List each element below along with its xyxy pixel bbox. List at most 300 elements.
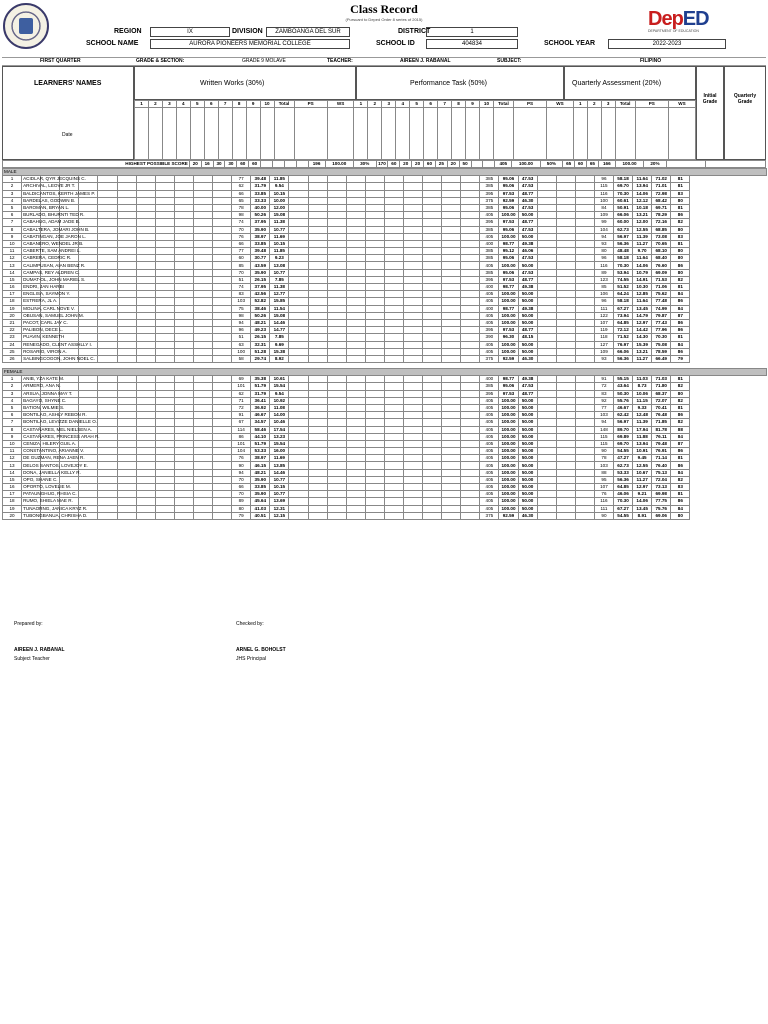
row-number: 17	[3, 291, 22, 298]
pt-score	[289, 190, 308, 197]
ww-score	[174, 412, 193, 419]
pt-score	[384, 348, 403, 355]
ww-total: 75	[232, 305, 251, 312]
learner-name: ACIDLAR, QYR JECQUINS C.	[23, 176, 86, 182]
ww-score	[155, 448, 174, 455]
ww-score	[98, 455, 117, 462]
qa-total: 94	[594, 419, 613, 426]
pt-total: 400	[480, 284, 499, 291]
qa-ps: 72.12	[614, 327, 633, 334]
qa-total: 123	[594, 276, 613, 283]
qa-score	[556, 276, 575, 283]
pt-total: 405	[480, 455, 499, 462]
qa-score	[575, 327, 594, 334]
ww-score	[117, 404, 136, 411]
qa-score	[537, 183, 556, 190]
ww-ps: 26.15	[251, 334, 270, 341]
ww-score	[98, 433, 117, 440]
ww-score	[117, 183, 136, 190]
quarterly-grade: 87	[671, 312, 690, 319]
pt-score	[346, 176, 365, 183]
pt-ps: 95.06	[499, 383, 518, 390]
qa-score	[537, 440, 556, 447]
quarterly-grade: 82	[671, 383, 690, 390]
ww-score	[193, 412, 212, 419]
learner-name: CABERTE, SAM ANDREI L.	[23, 248, 81, 254]
qa-score	[556, 226, 575, 233]
ww-score	[117, 327, 136, 334]
pt-ps: 100.00	[499, 476, 518, 483]
qa-score	[556, 291, 575, 298]
pt-score	[308, 348, 327, 355]
qa-total: 96	[594, 176, 613, 183]
table-row	[3, 476, 767, 483]
qa-score	[575, 440, 594, 447]
qa-ps: 58.18	[614, 176, 633, 183]
learner-name: CABANERO, WENDEL JR B.	[23, 240, 84, 246]
qa-score	[556, 255, 575, 262]
pt-score	[384, 341, 403, 348]
qa-total: 111	[594, 305, 613, 312]
qa-score	[537, 190, 556, 197]
qa-total: 103	[594, 462, 613, 469]
pt-score	[308, 298, 327, 305]
ww-total: 51	[232, 276, 251, 283]
ww-score	[117, 455, 136, 462]
quarterly-grade: 82	[671, 219, 690, 226]
date-cell	[218, 108, 232, 160]
pt-ws: 50.00	[518, 440, 537, 447]
qa-total: 84	[594, 204, 613, 211]
pt-total: 405	[480, 212, 499, 219]
ww-ps: 30.77	[251, 255, 270, 262]
pt-total: 385	[480, 255, 499, 262]
ww-score	[98, 269, 117, 276]
qa-score	[537, 455, 556, 462]
ww-ws: 14.00	[270, 412, 289, 419]
ww-score	[98, 291, 117, 298]
pt-score	[461, 197, 480, 204]
pt-score	[289, 448, 308, 455]
pt-score	[327, 505, 346, 512]
ww-score	[98, 197, 117, 204]
pt-score	[327, 462, 346, 469]
ww-score	[193, 476, 212, 483]
pt-score	[327, 276, 346, 283]
pt-score	[289, 248, 308, 255]
quarterly-grade: 82	[671, 276, 690, 283]
initial-grade: 74.99	[652, 305, 671, 312]
pt-score	[442, 255, 461, 262]
ww-score	[213, 319, 232, 326]
ww-score	[193, 440, 212, 447]
qa-score	[556, 269, 575, 276]
qa-score	[537, 462, 556, 469]
date-cell	[162, 108, 176, 160]
pt-score	[346, 284, 365, 291]
pt-score	[346, 312, 365, 319]
pt-score	[423, 419, 442, 426]
hps-pt-total: 405	[495, 161, 512, 168]
ww-score	[174, 212, 193, 219]
pt-score	[289, 219, 308, 226]
qa-ps: 46.06	[614, 491, 633, 498]
qa-score	[537, 204, 556, 211]
teacher-value: AIREEN J. RABANAL	[400, 58, 451, 64]
table-row	[3, 212, 767, 219]
pt-score	[346, 476, 365, 483]
pt-ws: 48.77	[518, 190, 537, 197]
pt-score	[346, 269, 365, 276]
ww-score	[155, 341, 174, 348]
ww-score	[174, 262, 193, 269]
hps-pt-score: 50	[459, 161, 471, 168]
pt-score	[384, 448, 403, 455]
qa-score	[537, 269, 556, 276]
date-cell	[573, 108, 587, 160]
learner-name: ROSARIO, VIRON A.	[23, 348, 67, 354]
pt-score	[308, 419, 327, 426]
pt-ps: 92.59	[499, 355, 518, 362]
pt-score	[365, 448, 384, 455]
pt-score	[327, 262, 346, 269]
qa-total: 107	[594, 319, 613, 326]
hps-pt-score: 60	[388, 161, 400, 168]
pt-score	[403, 269, 422, 276]
pt-total: 405	[480, 341, 499, 348]
ww-score	[213, 298, 232, 305]
initial-grade: 76.11	[652, 433, 671, 440]
ww-score	[117, 397, 136, 404]
region-value: IX	[150, 27, 230, 37]
pt-score	[423, 334, 442, 341]
ww-total: 101	[232, 383, 251, 390]
pt-score	[423, 226, 442, 233]
ww-score	[213, 219, 232, 226]
pt-score	[365, 312, 384, 319]
pt-score	[308, 212, 327, 219]
ww-score	[117, 355, 136, 362]
qa-ps: 64.85	[614, 484, 633, 491]
learner-name: CABATINGAN, JOE JARON L.	[23, 233, 87, 239]
ww-score	[98, 327, 117, 334]
pt-score	[327, 190, 346, 197]
table-row	[3, 176, 767, 183]
ww-ws: 10.00	[270, 197, 289, 204]
pt-score	[403, 183, 422, 190]
pt-score	[442, 462, 461, 469]
ww-score	[136, 476, 155, 483]
pt-score	[308, 397, 327, 404]
qa-ws: 9.70	[633, 248, 652, 255]
qa-ps: 43.64	[614, 383, 633, 390]
qa-score	[556, 505, 575, 512]
ww-score	[98, 276, 117, 283]
ww-score	[213, 183, 232, 190]
quarterly-grade: 81	[671, 284, 690, 291]
pt-score	[423, 498, 442, 505]
pt-score	[289, 355, 308, 362]
ww-score	[117, 204, 136, 211]
ww-ws: 12.00	[270, 204, 289, 211]
pt-score	[461, 255, 480, 262]
ww-score	[98, 404, 117, 411]
ww-ps: 32.31	[251, 341, 270, 348]
qa-score	[556, 512, 575, 519]
quarterly-grade: 81	[671, 176, 690, 183]
pt-score	[423, 305, 442, 312]
ww-score	[117, 319, 136, 326]
pt-score	[384, 226, 403, 233]
pt-score	[384, 298, 403, 305]
pt-score	[308, 305, 327, 312]
pt-score	[289, 305, 308, 312]
pt-score	[442, 383, 461, 390]
ww-score	[155, 484, 174, 491]
ww-ws: 8.92	[270, 355, 289, 362]
pt-score	[461, 348, 480, 355]
pt-ws: 47.53	[518, 176, 537, 183]
qa-score	[537, 305, 556, 312]
pt-total: 395	[480, 190, 499, 197]
qa-score	[537, 276, 556, 283]
qa-ws: 12.48	[633, 412, 652, 419]
row-number: 4	[3, 197, 22, 204]
ww-score	[98, 469, 117, 476]
qa-score	[556, 305, 575, 312]
division-value: ZAMBOANGA DEL SUR	[266, 27, 350, 37]
pt-total: 375	[480, 512, 499, 519]
ww-total: 94	[232, 469, 251, 476]
qa-score	[575, 404, 594, 411]
hps-ww-score: 30	[213, 161, 225, 168]
ww-total: 98	[232, 312, 251, 319]
qa-score	[575, 276, 594, 283]
pt-score	[308, 440, 327, 447]
pt-score	[461, 440, 480, 447]
row-number: 6	[3, 412, 22, 419]
pt-ws: 48.77	[518, 390, 537, 397]
ww-score	[136, 197, 155, 204]
pt-score	[308, 197, 327, 204]
ww-score	[117, 291, 136, 298]
pt-ps: 100.00	[499, 404, 518, 411]
ww-score	[98, 262, 117, 269]
qa-score	[575, 262, 594, 269]
pt-score	[461, 233, 480, 240]
ww-score	[213, 284, 232, 291]
qa-ws: 9.33	[633, 404, 652, 411]
ww-total: 66	[232, 190, 251, 197]
ww-score	[136, 498, 155, 505]
qa-score	[556, 262, 575, 269]
qa-score	[537, 334, 556, 341]
ww-score	[213, 269, 232, 276]
ww-ps: 50.26	[251, 312, 270, 319]
pt-score	[461, 226, 480, 233]
pt-col-number: 7	[438, 101, 452, 108]
qa-score	[556, 484, 575, 491]
initial-grade: 68.85	[652, 226, 671, 233]
row-number: 3	[3, 190, 22, 197]
ww-ps: 46.15	[251, 462, 270, 469]
ww-score	[174, 327, 193, 334]
ww-score	[155, 276, 174, 283]
pt-score	[384, 355, 403, 362]
ww-ps: 51.79	[251, 383, 270, 390]
ww-score	[98, 312, 117, 319]
pt-score	[423, 383, 442, 390]
ww-total: 83	[232, 291, 251, 298]
pt-ps: 100.00	[499, 262, 518, 269]
hps-ww-score	[272, 161, 284, 168]
ww-score	[136, 176, 155, 183]
ww-score	[213, 348, 232, 355]
pt-score	[403, 276, 422, 283]
ww-score	[174, 197, 193, 204]
ww-ws: 15.54	[270, 383, 289, 390]
qa-score	[556, 327, 575, 334]
qa-score	[537, 390, 556, 397]
pt-score	[327, 269, 346, 276]
pt-ps: 100.00	[499, 433, 518, 440]
table-row	[3, 233, 767, 240]
initial-grade: 75.13	[652, 469, 671, 476]
pt-score	[461, 219, 480, 226]
ww-score	[193, 298, 212, 305]
ww-score	[193, 383, 212, 390]
pt-score	[423, 262, 442, 269]
ww-score	[174, 383, 193, 390]
ww-score	[98, 419, 117, 426]
ww-score	[174, 484, 193, 491]
qa-score	[556, 412, 575, 419]
quarterly-grade: 81	[671, 376, 690, 383]
pt-score	[327, 433, 346, 440]
qa-ws: 17.94	[633, 426, 652, 433]
pt-ws: 50.00	[518, 212, 537, 219]
pt-score	[346, 276, 365, 283]
qa-ws: 14.30	[633, 334, 652, 341]
pt-score	[346, 462, 365, 469]
table-row	[3, 433, 767, 440]
ww-total: 70	[232, 491, 251, 498]
pt-score	[423, 269, 442, 276]
pt-ws: 50.00	[518, 426, 537, 433]
quarterly-grade: 84	[671, 505, 690, 512]
ww-score	[213, 404, 232, 411]
ww-total: 51	[232, 334, 251, 341]
ww-score	[155, 419, 174, 426]
ww-ps: 34.57	[251, 419, 270, 426]
pt-score	[442, 298, 461, 305]
ww-score	[117, 505, 136, 512]
qa-score	[537, 212, 556, 219]
ww-ws: 12.15	[270, 512, 289, 519]
qa-ws: 14.06	[633, 498, 652, 505]
qa-score	[575, 355, 594, 362]
ww-score	[136, 455, 155, 462]
ww-score	[155, 462, 174, 469]
row-number: 11	[3, 248, 22, 255]
ww-score	[193, 276, 212, 283]
qa-total: 76	[594, 491, 613, 498]
ww-score	[79, 197, 98, 204]
pt-score	[346, 319, 365, 326]
table-row	[3, 448, 767, 455]
pt-score	[423, 233, 442, 240]
row-number: 8	[3, 426, 22, 433]
ww-ps: 49.23	[251, 327, 270, 334]
quarterly-grade: 81	[671, 240, 690, 247]
pt-ps: 97.53	[499, 276, 518, 283]
qa-score	[575, 305, 594, 312]
initial-grade: 77.96	[652, 327, 671, 334]
ww-score	[213, 190, 232, 197]
pt-score	[365, 291, 384, 298]
pt-ps: 100.00	[499, 397, 518, 404]
pt-ws: 50.00	[518, 233, 537, 240]
quarterly-grade: 80	[671, 197, 690, 204]
qa-total: 109	[594, 348, 613, 355]
qa-score	[556, 419, 575, 426]
pt-score	[346, 334, 365, 341]
ww-ws: 15.85	[270, 298, 289, 305]
initial-grade: 76.60	[652, 262, 671, 269]
learner-name: PATAUNGHUG, RHSIA C.	[23, 491, 77, 497]
ww-ws: 11.54	[270, 305, 289, 312]
pt-score	[423, 204, 442, 211]
pt-score	[423, 284, 442, 291]
ww-ps: 38.46	[251, 305, 270, 312]
qa-score	[556, 491, 575, 498]
quarterly-grade: 84	[671, 469, 690, 476]
pt-score	[365, 397, 384, 404]
table-row	[3, 455, 767, 462]
qa-ws: 13.94	[633, 183, 652, 190]
initial-grade: 70.30	[652, 334, 671, 341]
qa-ws: 11.64	[633, 176, 652, 183]
pt-score	[461, 298, 480, 305]
pt-score	[442, 269, 461, 276]
qa-ps: 50.30	[614, 390, 633, 397]
qa-score	[537, 284, 556, 291]
pt-score	[403, 484, 422, 491]
qa-ws: 11.39	[633, 419, 652, 426]
hps-pt-ps: 100.00	[512, 161, 540, 168]
pt-score	[308, 484, 327, 491]
pt-score	[403, 233, 422, 240]
date-cell	[438, 108, 452, 160]
pt-score	[327, 291, 346, 298]
pt-total: 390	[480, 334, 499, 341]
pt-score	[308, 455, 327, 462]
ww-score	[213, 312, 232, 319]
pt-ws: 47.53	[518, 226, 537, 233]
pt-score	[461, 212, 480, 219]
qa-ws: 8.73	[633, 383, 652, 390]
qa-ps: 55.76	[614, 397, 633, 404]
pt-score	[461, 390, 480, 397]
ww-ps: 45.64	[251, 498, 270, 505]
hps-pt-score	[471, 161, 483, 168]
pt-score	[365, 298, 384, 305]
ww-score	[136, 255, 155, 262]
qa-score	[575, 448, 594, 455]
row-number: 21	[3, 319, 22, 326]
ww-score	[155, 197, 174, 204]
quarterly-grade: 86	[671, 298, 690, 305]
